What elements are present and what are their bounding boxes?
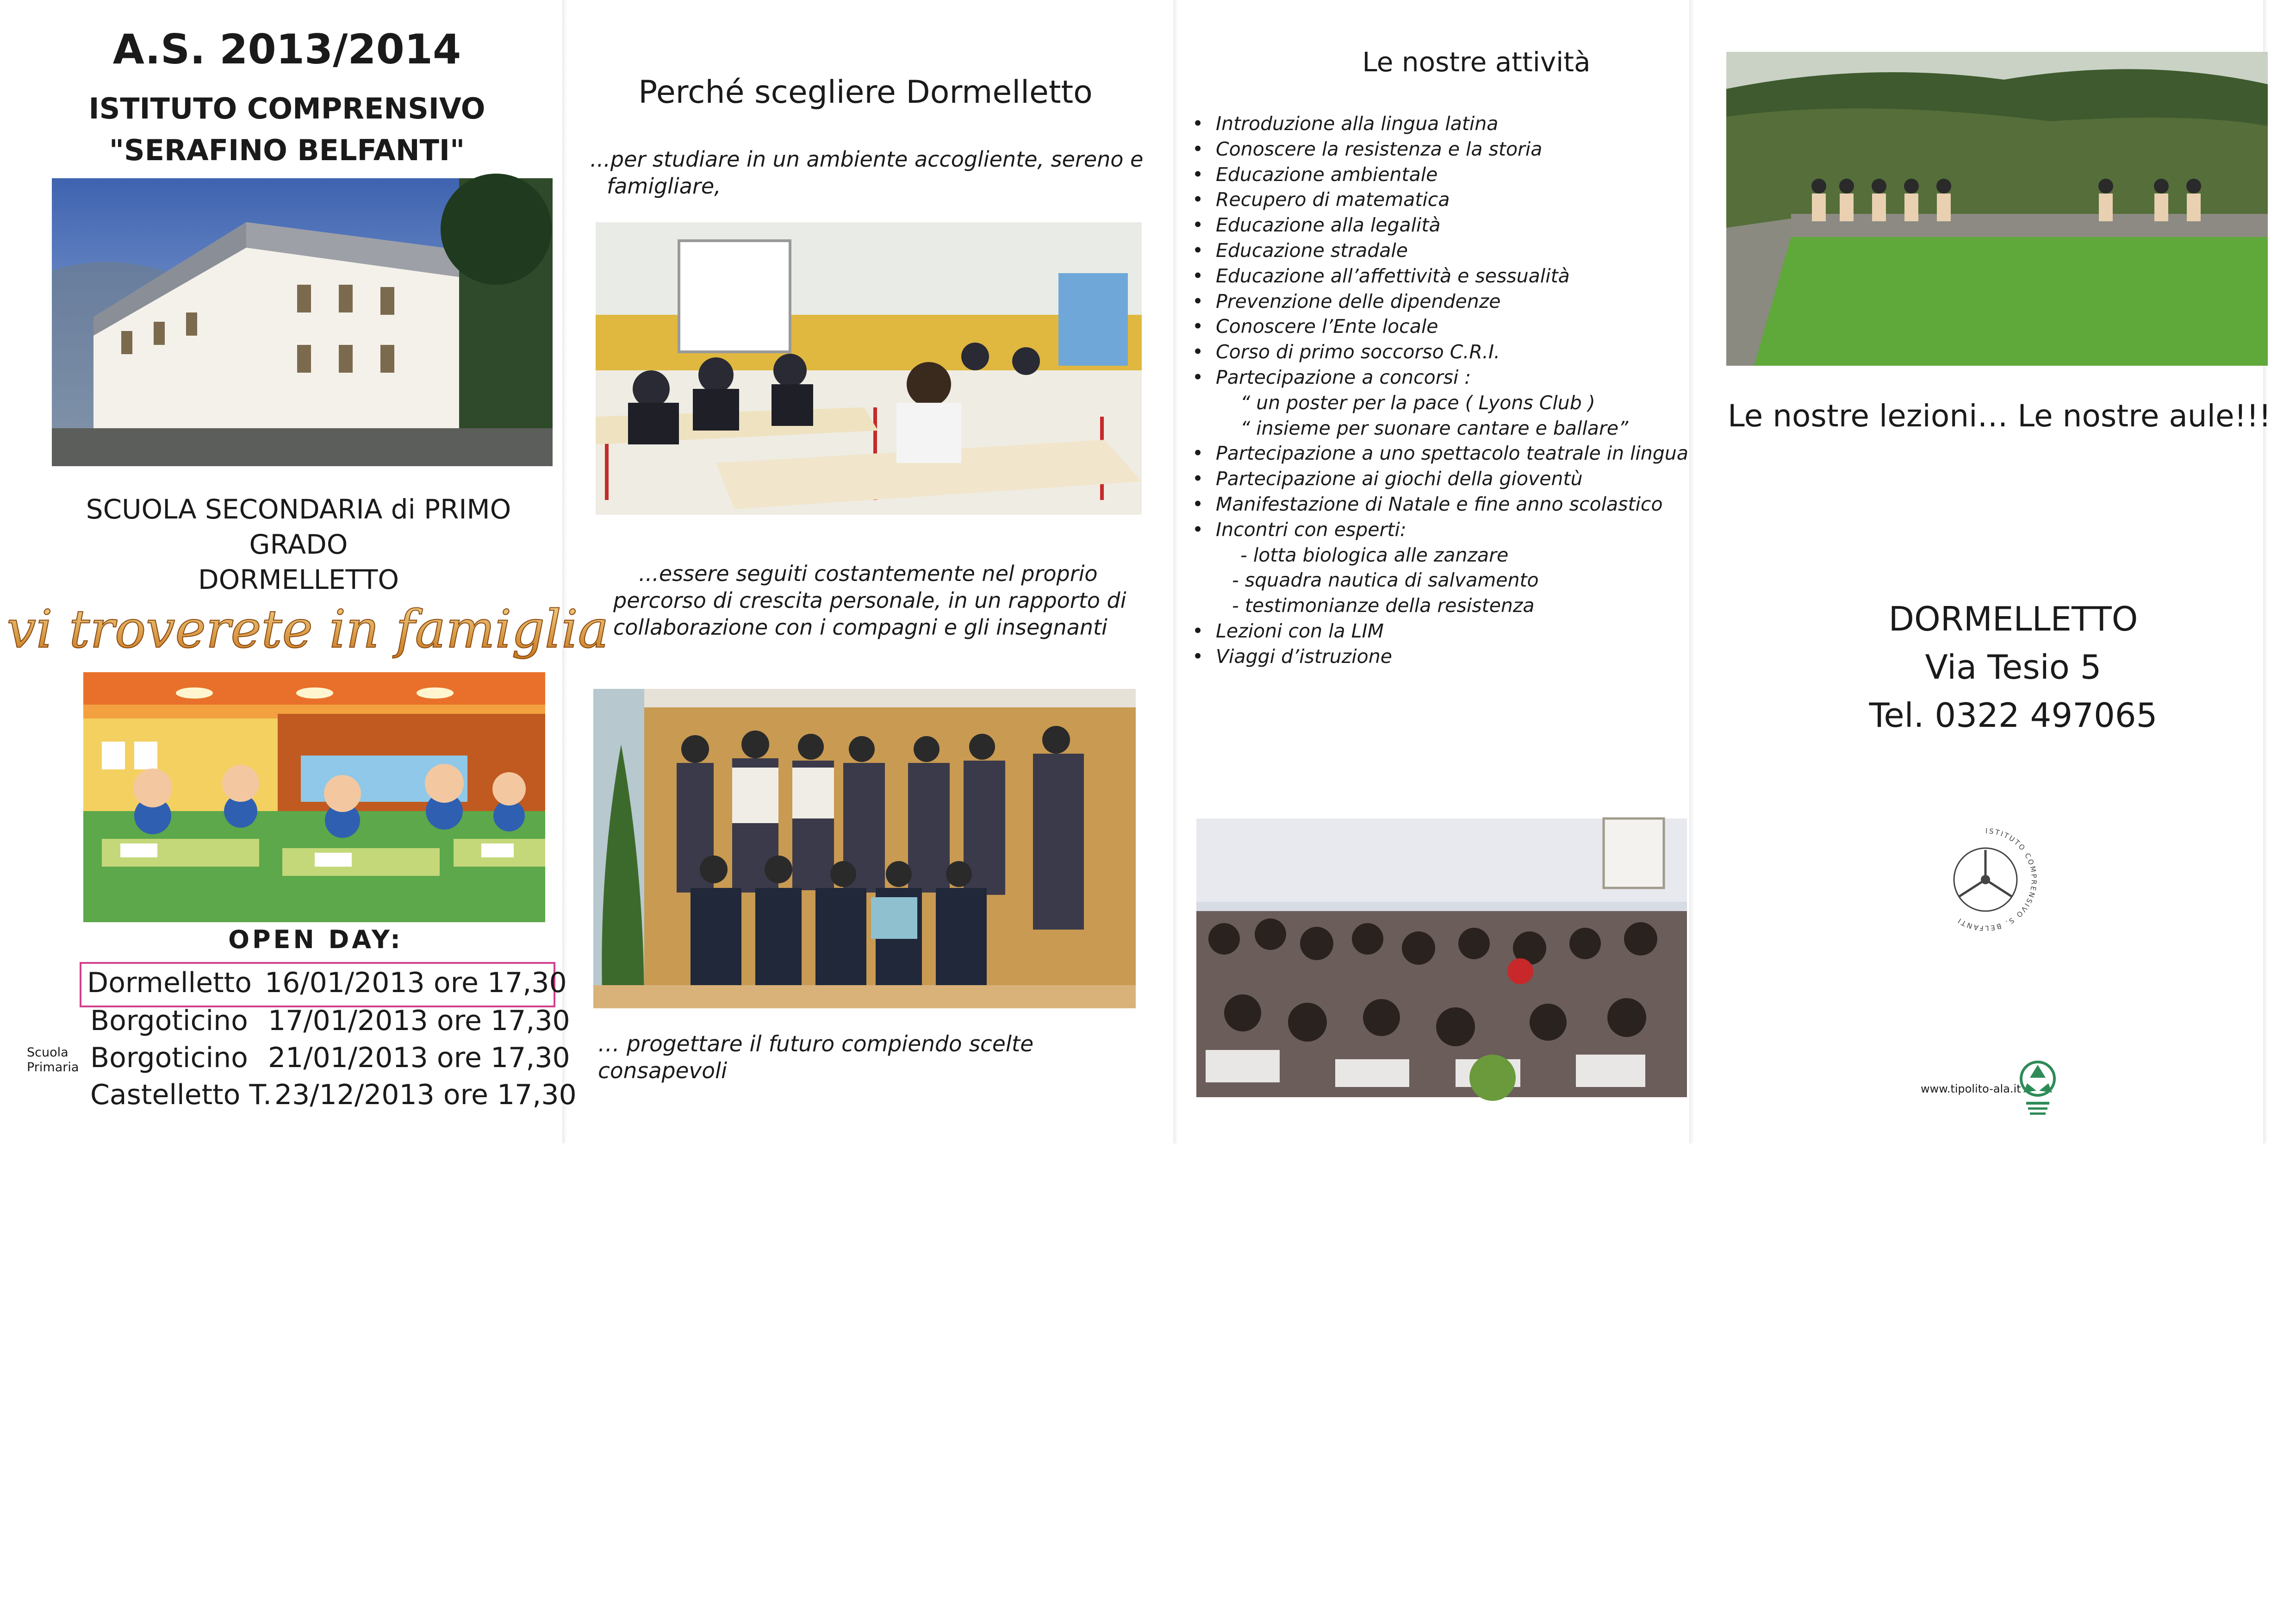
list-subitem: - testimonianze della resistenza	[1232, 594, 1535, 617]
classroom-cartoon	[83, 672, 545, 922]
list-item: • Introduzione alla lingua latina	[1189, 111, 1689, 137]
school-seal-icon	[1921, 815, 2050, 954]
school-type-line1: SCUOLA SECONDARIA di PRIMO GRADO	[86, 493, 511, 560]
seal-text: ISTITUTO COMPRENSIVO S. BELFANTI	[1955, 826, 2039, 933]
address-street: Via Tesio 5	[1925, 648, 2102, 687]
list-item: • Prevenzione delle dipendenze	[1189, 289, 1689, 314]
open-day-place: Dormelletto	[87, 967, 252, 999]
school-year-title: A.S. 2013/2014	[112, 25, 461, 73]
reason-2-line1: ...essere seguiti costantemente nel proprio	[639, 561, 1098, 586]
address-town: DORMELLETTO	[1888, 600, 2138, 638]
svg-text:ISTITUTO COMPRENSIVO S. BELFAN	[1955, 827, 2038, 932]
motto-wordart	[6, 593, 609, 671]
list-item: • Educazione ambientale	[1189, 162, 1689, 187]
open-day-date: 21/01/2013 ore 17,30	[268, 1042, 570, 1074]
group-photo	[593, 689, 1136, 1008]
school-building-photo	[52, 178, 553, 466]
list-item: • Partecipazione a uno spettacolo teatrale in lingua	[1189, 441, 1689, 466]
list-subitem: “ un poster per la pace ( Lyons Club )	[1240, 391, 1595, 414]
reason-1-line1: ...per studiare in un ambiente accogliente, sereno e	[590, 147, 1144, 172]
reason-3: … progettare il futuro compiendo scelte consapevoli	[598, 1031, 1034, 1084]
reason-2-line2: percorso di crescita personale, in un rapporto di	[613, 588, 1126, 613]
reason-1-line2: famigliare,	[607, 174, 721, 199]
primary-school-label	[27, 1045, 79, 1075]
institute-name-line2: "SERAFINO BELFANTI"	[109, 133, 465, 167]
reason-2	[613, 560, 1159, 641]
school-address	[1805, 595, 2221, 739]
list-item: • Educazione all’affettività e sessualità	[1189, 263, 1689, 289]
address-phone: Tel. 0322 497065	[1869, 696, 2158, 735]
list-subitem: - squadra nautica di salvamento	[1232, 569, 1539, 592]
list-item: • Educazione alla legalità	[1189, 212, 1689, 238]
outdoor-lesson-photo	[1726, 52, 2268, 366]
recycle-icon	[2017, 1060, 2059, 1120]
lessons-caption: Le nostre lezioni… Le nostre aule!!!	[1728, 398, 2271, 434]
open-day-place: Castelletto T.	[90, 1079, 272, 1111]
panel-divider-3	[1689, 0, 1694, 1143]
reason-1	[590, 146, 1145, 200]
activities-list	[1189, 111, 1689, 669]
list-item: • Educazione stradale	[1189, 238, 1689, 263]
open-day-place: Borgoticino	[90, 1005, 248, 1037]
list-item: • Conoscere la resistenza e la storia	[1189, 137, 1689, 162]
list-item: • Partecipazione ai giochi della gioventù	[1189, 466, 1689, 492]
institute-name-line1: ISTITUTO COMPRENSIVO	[88, 92, 485, 125]
list-item: • Partecipazione a concorsi :	[1189, 365, 1689, 390]
primary-school-label-line1: Scuola	[27, 1045, 68, 1060]
primary-school-label-line2: Primaria	[27, 1060, 79, 1074]
why-choose-title: Perché scegliere Dormelletto	[638, 74, 1093, 111]
motto-text: vi troverete in famiglia	[6, 600, 609, 660]
reason-2-line3: collaborazione con i compagni e gli insegnanti	[613, 615, 1108, 640]
students-in-hall-photo	[1196, 818, 1687, 1097]
open-day-date: 16/01/2013 ore 17,30	[265, 967, 567, 999]
list-subitem: “ insieme per suonare cantare e ballare”	[1240, 417, 1629, 439]
school-type	[51, 492, 546, 597]
list-item: • Recupero di matematica	[1189, 187, 1689, 212]
institute-name	[51, 88, 523, 171]
open-day-place: Borgoticino	[90, 1042, 248, 1074]
list-item: • Incontri con esperti:	[1189, 517, 1689, 543]
open-day-date: 17/01/2013 ore 17,30	[268, 1005, 570, 1037]
school-type-line2: DORMELLETTO	[198, 564, 399, 595]
list-item: • Conoscere l’Ente locale	[1189, 314, 1689, 339]
list-item: • Corso di primo soccorso C.R.I.	[1189, 339, 1689, 365]
open-day-date: 23/12/2013 ore 17,30	[274, 1079, 577, 1111]
open-day-title: OPEN DAY:	[228, 925, 403, 954]
list-subitem: - lotta biologica alle zanzare	[1240, 543, 1509, 566]
list-item: • Lezioni con la LIM	[1189, 618, 1689, 644]
classroom-photo	[596, 222, 1142, 515]
list-item: • Viaggi d’istruzione	[1189, 644, 1689, 669]
panel-divider-2	[1173, 0, 1178, 1143]
list-item: • Manifestazione di Natale e fine anno scolastico	[1189, 492, 1689, 517]
printer-url: www.tipolito-ala.it	[1921, 1082, 2021, 1095]
activities-title: Le nostre attività	[1362, 46, 1591, 78]
